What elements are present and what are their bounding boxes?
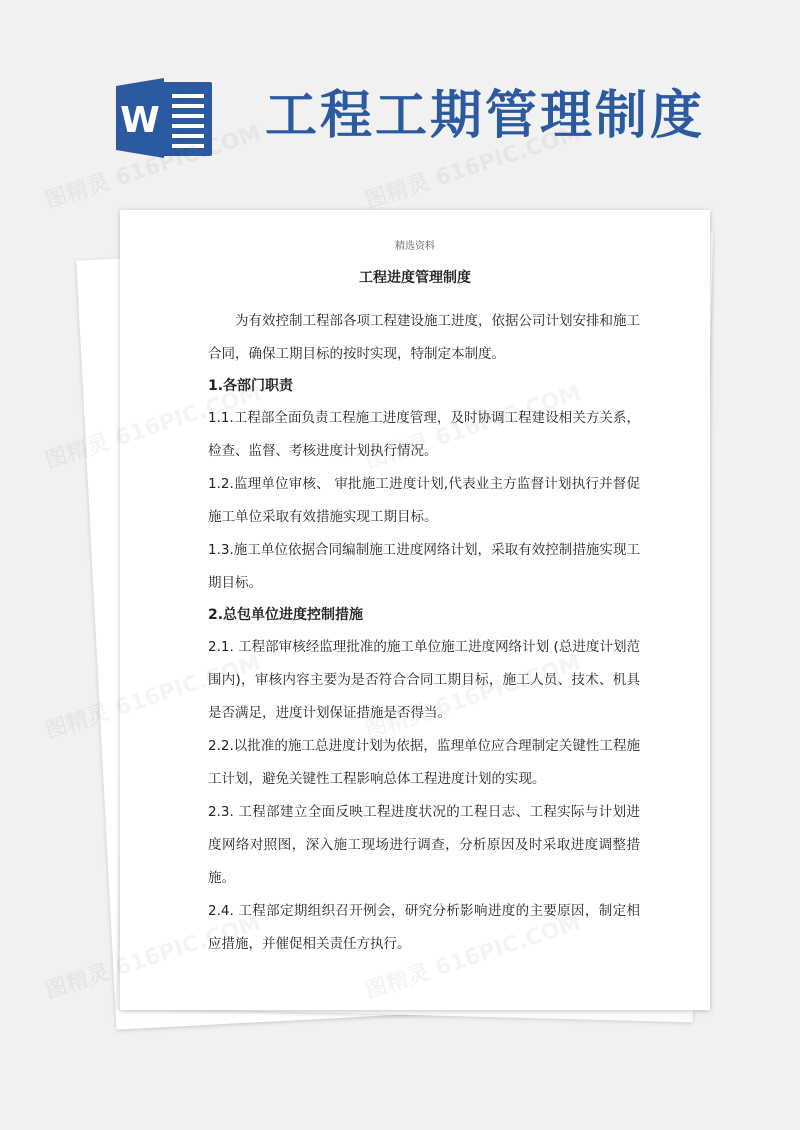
paragraph-1-2: 1.2.监理单位审核、 审批施工进度计划,代表业主方监督计划执行并督促施工单位采取有效措施实现工期目标。 (208, 476, 640, 525)
word-document-icon (112, 76, 216, 160)
paragraph-intro: 为有效控制工程部各项工程建设施工进度，依据公司计划安排和施工合同，确保工期目标的按时实现，特制定本制度。 (208, 313, 640, 362)
paragraph-2-2: 2.2.以批准的施工总进度计划为依据，监理单位应合理制定关键性工程施工计划，避免关键性工程影响总体工程进度计划的实现。 (208, 738, 640, 787)
document-page (120, 210, 710, 1010)
paragraph-1-1: 1.1.工程部全面负责工程施工进度管理，及时协调工程建设相关方关系，检查、监督、考核进度计划执行情况。 (208, 410, 640, 459)
section-heading-1: 1.各部门职责 (208, 378, 294, 394)
section-heading-2: 2.总包单位进度控制措施 (208, 607, 364, 623)
document-header-text: 精选资料 (395, 241, 435, 252)
paragraph-2-3: 2.3. 工程部建立全面反映工程进度状况的工程日志、工程实际与计划进度网络对照图，深入施工现场进行调查，分析原因及时采取进度调整措施。 (208, 804, 640, 886)
header-title: 工程工期管理制度 (265, 86, 706, 146)
svg-text:W: W (120, 100, 160, 141)
paragraph-1-3: 1.3.施工单位依据合同编制施工进度网络计划，采取有效控制措施实现工期目标。 (208, 542, 640, 591)
document-body (208, 305, 640, 961)
paragraph-2-1: 2.1. 工程部审核经监理批准的施工单位施工进度网络计划 (总进度计划范围内)，审核内容主要为是否符合合同工期目标，施工人员、技术、机具是否满足，进度计划保证措施是否得当。 (208, 639, 640, 721)
paragraph-2-4: 2.4. 工程部定期组织召开例会，研究分析影响进度的主要原因，制定相应措施，并催促相关责任方执行。 (208, 903, 640, 952)
document-title: 工程进度管理制度 (359, 270, 471, 286)
